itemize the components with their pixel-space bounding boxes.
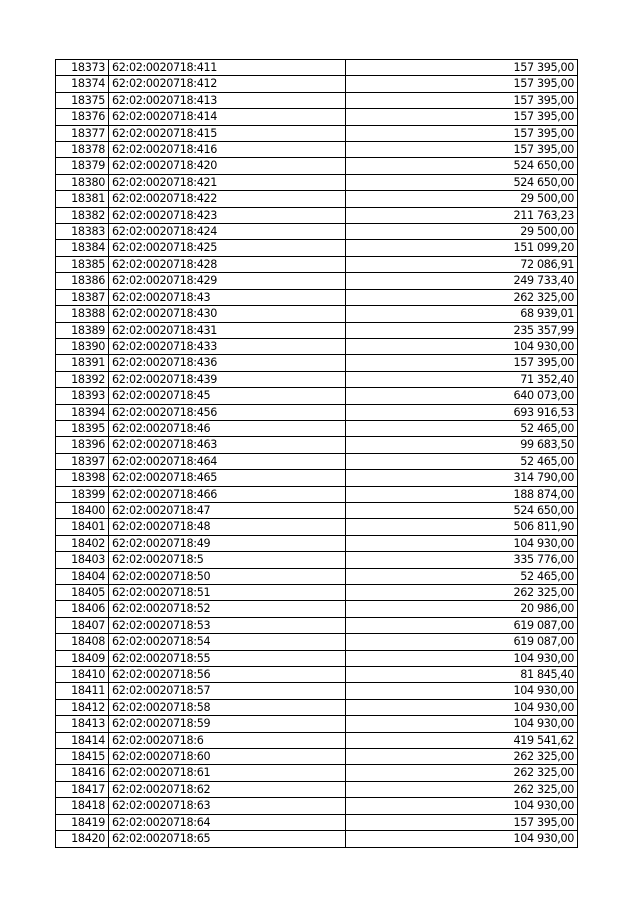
- table-row: [56, 781, 578, 797]
- row-number-cell: 18392: [56, 371, 109, 387]
- table-row: [56, 601, 578, 617]
- table-row: [56, 388, 578, 404]
- value-cell: 640 073,00: [346, 388, 578, 404]
- row-number-cell: 18388: [56, 306, 109, 322]
- row-number-cell: 18386: [56, 273, 109, 289]
- table-row: [56, 568, 578, 584]
- row-number-cell: 18395: [56, 420, 109, 436]
- cadastral-number-cell: 62:02:0020718:423: [109, 207, 346, 223]
- cadastral-number-cell: 62:02:0020718:431: [109, 322, 346, 338]
- row-number-cell: 18406: [56, 601, 109, 617]
- row-number-cell: 18419: [56, 814, 109, 830]
- row-number-cell: 18376: [56, 109, 109, 125]
- value-cell: 235 357,99: [346, 322, 578, 338]
- value-cell: 335 776,00: [346, 552, 578, 568]
- value-cell: 104 930,00: [346, 831, 578, 847]
- row-number-cell: 18405: [56, 585, 109, 601]
- cadastral-number-cell: 62:02:0020718:64: [109, 814, 346, 830]
- cadastral-number-cell: 62:02:0020718:424: [109, 224, 346, 240]
- table-row: [56, 519, 578, 535]
- value-cell: 157 395,00: [346, 60, 578, 76]
- table-row: [56, 502, 578, 518]
- row-number-cell: 18413: [56, 716, 109, 732]
- table-row: [56, 831, 578, 847]
- cadastral-number-cell: 62:02:0020718:56: [109, 667, 346, 683]
- row-number-cell: 18412: [56, 699, 109, 715]
- cadastral-number-cell: 62:02:0020718:53: [109, 617, 346, 633]
- value-cell: 157 395,00: [346, 142, 578, 158]
- row-number-cell: 18380: [56, 174, 109, 190]
- value-cell: 419 541,62: [346, 732, 578, 748]
- cadastral-number-cell: 62:02:0020718:439: [109, 371, 346, 387]
- table-row: [56, 338, 578, 354]
- row-number-cell: 18384: [56, 240, 109, 256]
- value-cell: 71 352,40: [346, 371, 578, 387]
- cadastral-number-cell: 62:02:0020718:49: [109, 535, 346, 551]
- table-row: [56, 470, 578, 486]
- row-number-cell: 18416: [56, 765, 109, 781]
- table-row: [56, 76, 578, 92]
- table-row: [56, 437, 578, 453]
- table-row: [56, 486, 578, 502]
- value-cell: 104 930,00: [346, 699, 578, 715]
- cadastral-number-cell: 62:02:0020718:465: [109, 470, 346, 486]
- value-cell: 262 325,00: [346, 781, 578, 797]
- cadastral-number-cell: 62:02:0020718:463: [109, 437, 346, 453]
- cadastral-number-cell: 62:02:0020718:456: [109, 404, 346, 420]
- value-cell: 314 790,00: [346, 470, 578, 486]
- value-cell: 524 650,00: [346, 174, 578, 190]
- row-number-cell: 18398: [56, 470, 109, 486]
- value-cell: 157 395,00: [346, 109, 578, 125]
- table-row: [56, 617, 578, 633]
- table-row: [56, 306, 578, 322]
- value-cell: 104 930,00: [346, 338, 578, 354]
- cadastral-number-cell: 62:02:0020718:43: [109, 289, 346, 305]
- row-number-cell: 18404: [56, 568, 109, 584]
- table-row: [56, 732, 578, 748]
- row-number-cell: 18403: [56, 552, 109, 568]
- value-cell: 693 916,53: [346, 404, 578, 420]
- row-number-cell: 18418: [56, 798, 109, 814]
- value-cell: 262 325,00: [346, 585, 578, 601]
- cadastral-number-cell: 62:02:0020718:421: [109, 174, 346, 190]
- row-number-cell: 18420: [56, 831, 109, 847]
- value-cell: 262 325,00: [346, 749, 578, 765]
- table-row: [56, 273, 578, 289]
- value-cell: 262 325,00: [346, 765, 578, 781]
- value-cell: 52 465,00: [346, 420, 578, 436]
- table-row: [56, 404, 578, 420]
- table-row: [56, 142, 578, 158]
- row-number-cell: 18375: [56, 92, 109, 108]
- table-row: [56, 535, 578, 551]
- cadastral-number-cell: 62:02:0020718:464: [109, 453, 346, 469]
- row-number-cell: 18401: [56, 519, 109, 535]
- table-row: [56, 174, 578, 190]
- cadastral-number-cell: 62:02:0020718:58: [109, 699, 346, 715]
- row-number-cell: 18374: [56, 76, 109, 92]
- cadastral-number-cell: 62:02:0020718:63: [109, 798, 346, 814]
- cadastral-number-cell: 62:02:0020718:411: [109, 60, 346, 76]
- table-row: [56, 420, 578, 436]
- row-number-cell: 18378: [56, 142, 109, 158]
- cadastral-number-cell: 62:02:0020718:430: [109, 306, 346, 322]
- value-cell: 157 395,00: [346, 814, 578, 830]
- row-number-cell: 18415: [56, 749, 109, 765]
- cadastral-number-cell: 62:02:0020718:60: [109, 749, 346, 765]
- row-number-cell: 18414: [56, 732, 109, 748]
- table-row: [56, 765, 578, 781]
- table-row: [56, 585, 578, 601]
- cadastral-number-cell: 62:02:0020718:433: [109, 338, 346, 354]
- table-row: [56, 634, 578, 650]
- cadastral-number-cell: 62:02:0020718:47: [109, 502, 346, 518]
- row-number-cell: 18383: [56, 224, 109, 240]
- cadastral-number-cell: 62:02:0020718:48: [109, 519, 346, 535]
- row-number-cell: 18391: [56, 355, 109, 371]
- value-cell: 104 930,00: [346, 798, 578, 814]
- row-number-cell: 18399: [56, 486, 109, 502]
- table-row: [56, 453, 578, 469]
- cadastral-number-cell: 62:02:0020718:415: [109, 125, 346, 141]
- table-row: [56, 207, 578, 223]
- cadastral-number-cell: 62:02:0020718:65: [109, 831, 346, 847]
- value-cell: 619 087,00: [346, 617, 578, 633]
- cadastral-number-cell: 62:02:0020718:52: [109, 601, 346, 617]
- row-number-cell: 18377: [56, 125, 109, 141]
- row-number-cell: 18410: [56, 667, 109, 683]
- value-cell: 262 325,00: [346, 289, 578, 305]
- table-row: [56, 749, 578, 765]
- table-row: [56, 650, 578, 666]
- cadastral-number-cell: 62:02:0020718:428: [109, 256, 346, 272]
- cadastral-number-cell: 62:02:0020718:45: [109, 388, 346, 404]
- table-row: [56, 552, 578, 568]
- row-number-cell: 18407: [56, 617, 109, 633]
- cadastral-number-cell: 62:02:0020718:54: [109, 634, 346, 650]
- cadastral-value-table: [55, 59, 578, 848]
- value-cell: 104 930,00: [346, 716, 578, 732]
- cadastral-number-cell: 62:02:0020718:57: [109, 683, 346, 699]
- value-cell: 20 986,00: [346, 601, 578, 617]
- row-number-cell: 18389: [56, 322, 109, 338]
- value-cell: 524 650,00: [346, 158, 578, 174]
- value-cell: 151 099,20: [346, 240, 578, 256]
- value-cell: 68 939,01: [346, 306, 578, 322]
- row-number-cell: 18393: [56, 388, 109, 404]
- cadastral-number-cell: 62:02:0020718:59: [109, 716, 346, 732]
- cadastral-number-cell: 62:02:0020718:6: [109, 732, 346, 748]
- document-page: [55, 59, 577, 848]
- table-row: [56, 256, 578, 272]
- cadastral-number-cell: 62:02:0020718:61: [109, 765, 346, 781]
- value-cell: 52 465,00: [346, 568, 578, 584]
- table-row: [56, 798, 578, 814]
- value-cell: 99 683,50: [346, 437, 578, 453]
- table-row: [56, 224, 578, 240]
- table-row: [56, 699, 578, 715]
- table-row: [56, 158, 578, 174]
- table-row: [56, 109, 578, 125]
- table-row: [56, 683, 578, 699]
- value-cell: 72 086,91: [346, 256, 578, 272]
- value-cell: 29 500,00: [346, 191, 578, 207]
- table-row: [56, 191, 578, 207]
- cadastral-number-cell: 62:02:0020718:466: [109, 486, 346, 502]
- cadastral-number-cell: 62:02:0020718:422: [109, 191, 346, 207]
- value-cell: 188 874,00: [346, 486, 578, 502]
- row-number-cell: 18379: [56, 158, 109, 174]
- row-number-cell: 18402: [56, 535, 109, 551]
- value-cell: 81 845,40: [346, 667, 578, 683]
- value-cell: 104 930,00: [346, 650, 578, 666]
- cadastral-number-cell: 62:02:0020718:420: [109, 158, 346, 174]
- cadastral-number-cell: 62:02:0020718:413: [109, 92, 346, 108]
- table-row: [56, 371, 578, 387]
- value-cell: 104 930,00: [346, 535, 578, 551]
- row-number-cell: 18396: [56, 437, 109, 453]
- cadastral-number-cell: 62:02:0020718:429: [109, 273, 346, 289]
- cadastral-number-cell: 62:02:0020718:436: [109, 355, 346, 371]
- row-number-cell: 18409: [56, 650, 109, 666]
- value-cell: 29 500,00: [346, 224, 578, 240]
- value-cell: 211 763,23: [346, 207, 578, 223]
- row-number-cell: 18411: [56, 683, 109, 699]
- row-number-cell: 18381: [56, 191, 109, 207]
- table-row: [56, 289, 578, 305]
- cadastral-number-cell: 62:02:0020718:425: [109, 240, 346, 256]
- value-cell: 104 930,00: [346, 683, 578, 699]
- cadastral-number-cell: 62:02:0020718:412: [109, 76, 346, 92]
- row-number-cell: 18408: [56, 634, 109, 650]
- table-row: [56, 60, 578, 76]
- table-row: [56, 814, 578, 830]
- table-row: [56, 716, 578, 732]
- value-cell: 249 733,40: [346, 273, 578, 289]
- value-cell: 157 395,00: [346, 76, 578, 92]
- value-cell: 157 395,00: [346, 355, 578, 371]
- cadastral-number-cell: 62:02:0020718:46: [109, 420, 346, 436]
- row-number-cell: 18382: [56, 207, 109, 223]
- value-cell: 524 650,00: [346, 502, 578, 518]
- row-number-cell: 18390: [56, 338, 109, 354]
- row-number-cell: 18387: [56, 289, 109, 305]
- table-row: [56, 355, 578, 371]
- table-row: [56, 92, 578, 108]
- row-number-cell: 18394: [56, 404, 109, 420]
- cadastral-number-cell: 62:02:0020718:62: [109, 781, 346, 797]
- value-cell: 157 395,00: [346, 125, 578, 141]
- row-number-cell: 18373: [56, 60, 109, 76]
- value-cell: 619 087,00: [346, 634, 578, 650]
- table-row: [56, 240, 578, 256]
- row-number-cell: 18397: [56, 453, 109, 469]
- table-row: [56, 322, 578, 338]
- value-cell: 52 465,00: [346, 453, 578, 469]
- cadastral-number-cell: 62:02:0020718:416: [109, 142, 346, 158]
- table-row: [56, 667, 578, 683]
- value-cell: 157 395,00: [346, 92, 578, 108]
- cadastral-number-cell: 62:02:0020718:51: [109, 585, 346, 601]
- value-cell: 506 811,90: [346, 519, 578, 535]
- table-body: [56, 60, 578, 848]
- cadastral-number-cell: 62:02:0020718:55: [109, 650, 346, 666]
- row-number-cell: 18385: [56, 256, 109, 272]
- row-number-cell: 18417: [56, 781, 109, 797]
- table-row: [56, 125, 578, 141]
- cadastral-number-cell: 62:02:0020718:414: [109, 109, 346, 125]
- cadastral-number-cell: 62:02:0020718:50: [109, 568, 346, 584]
- cadastral-number-cell: 62:02:0020718:5: [109, 552, 346, 568]
- row-number-cell: 18400: [56, 502, 109, 518]
